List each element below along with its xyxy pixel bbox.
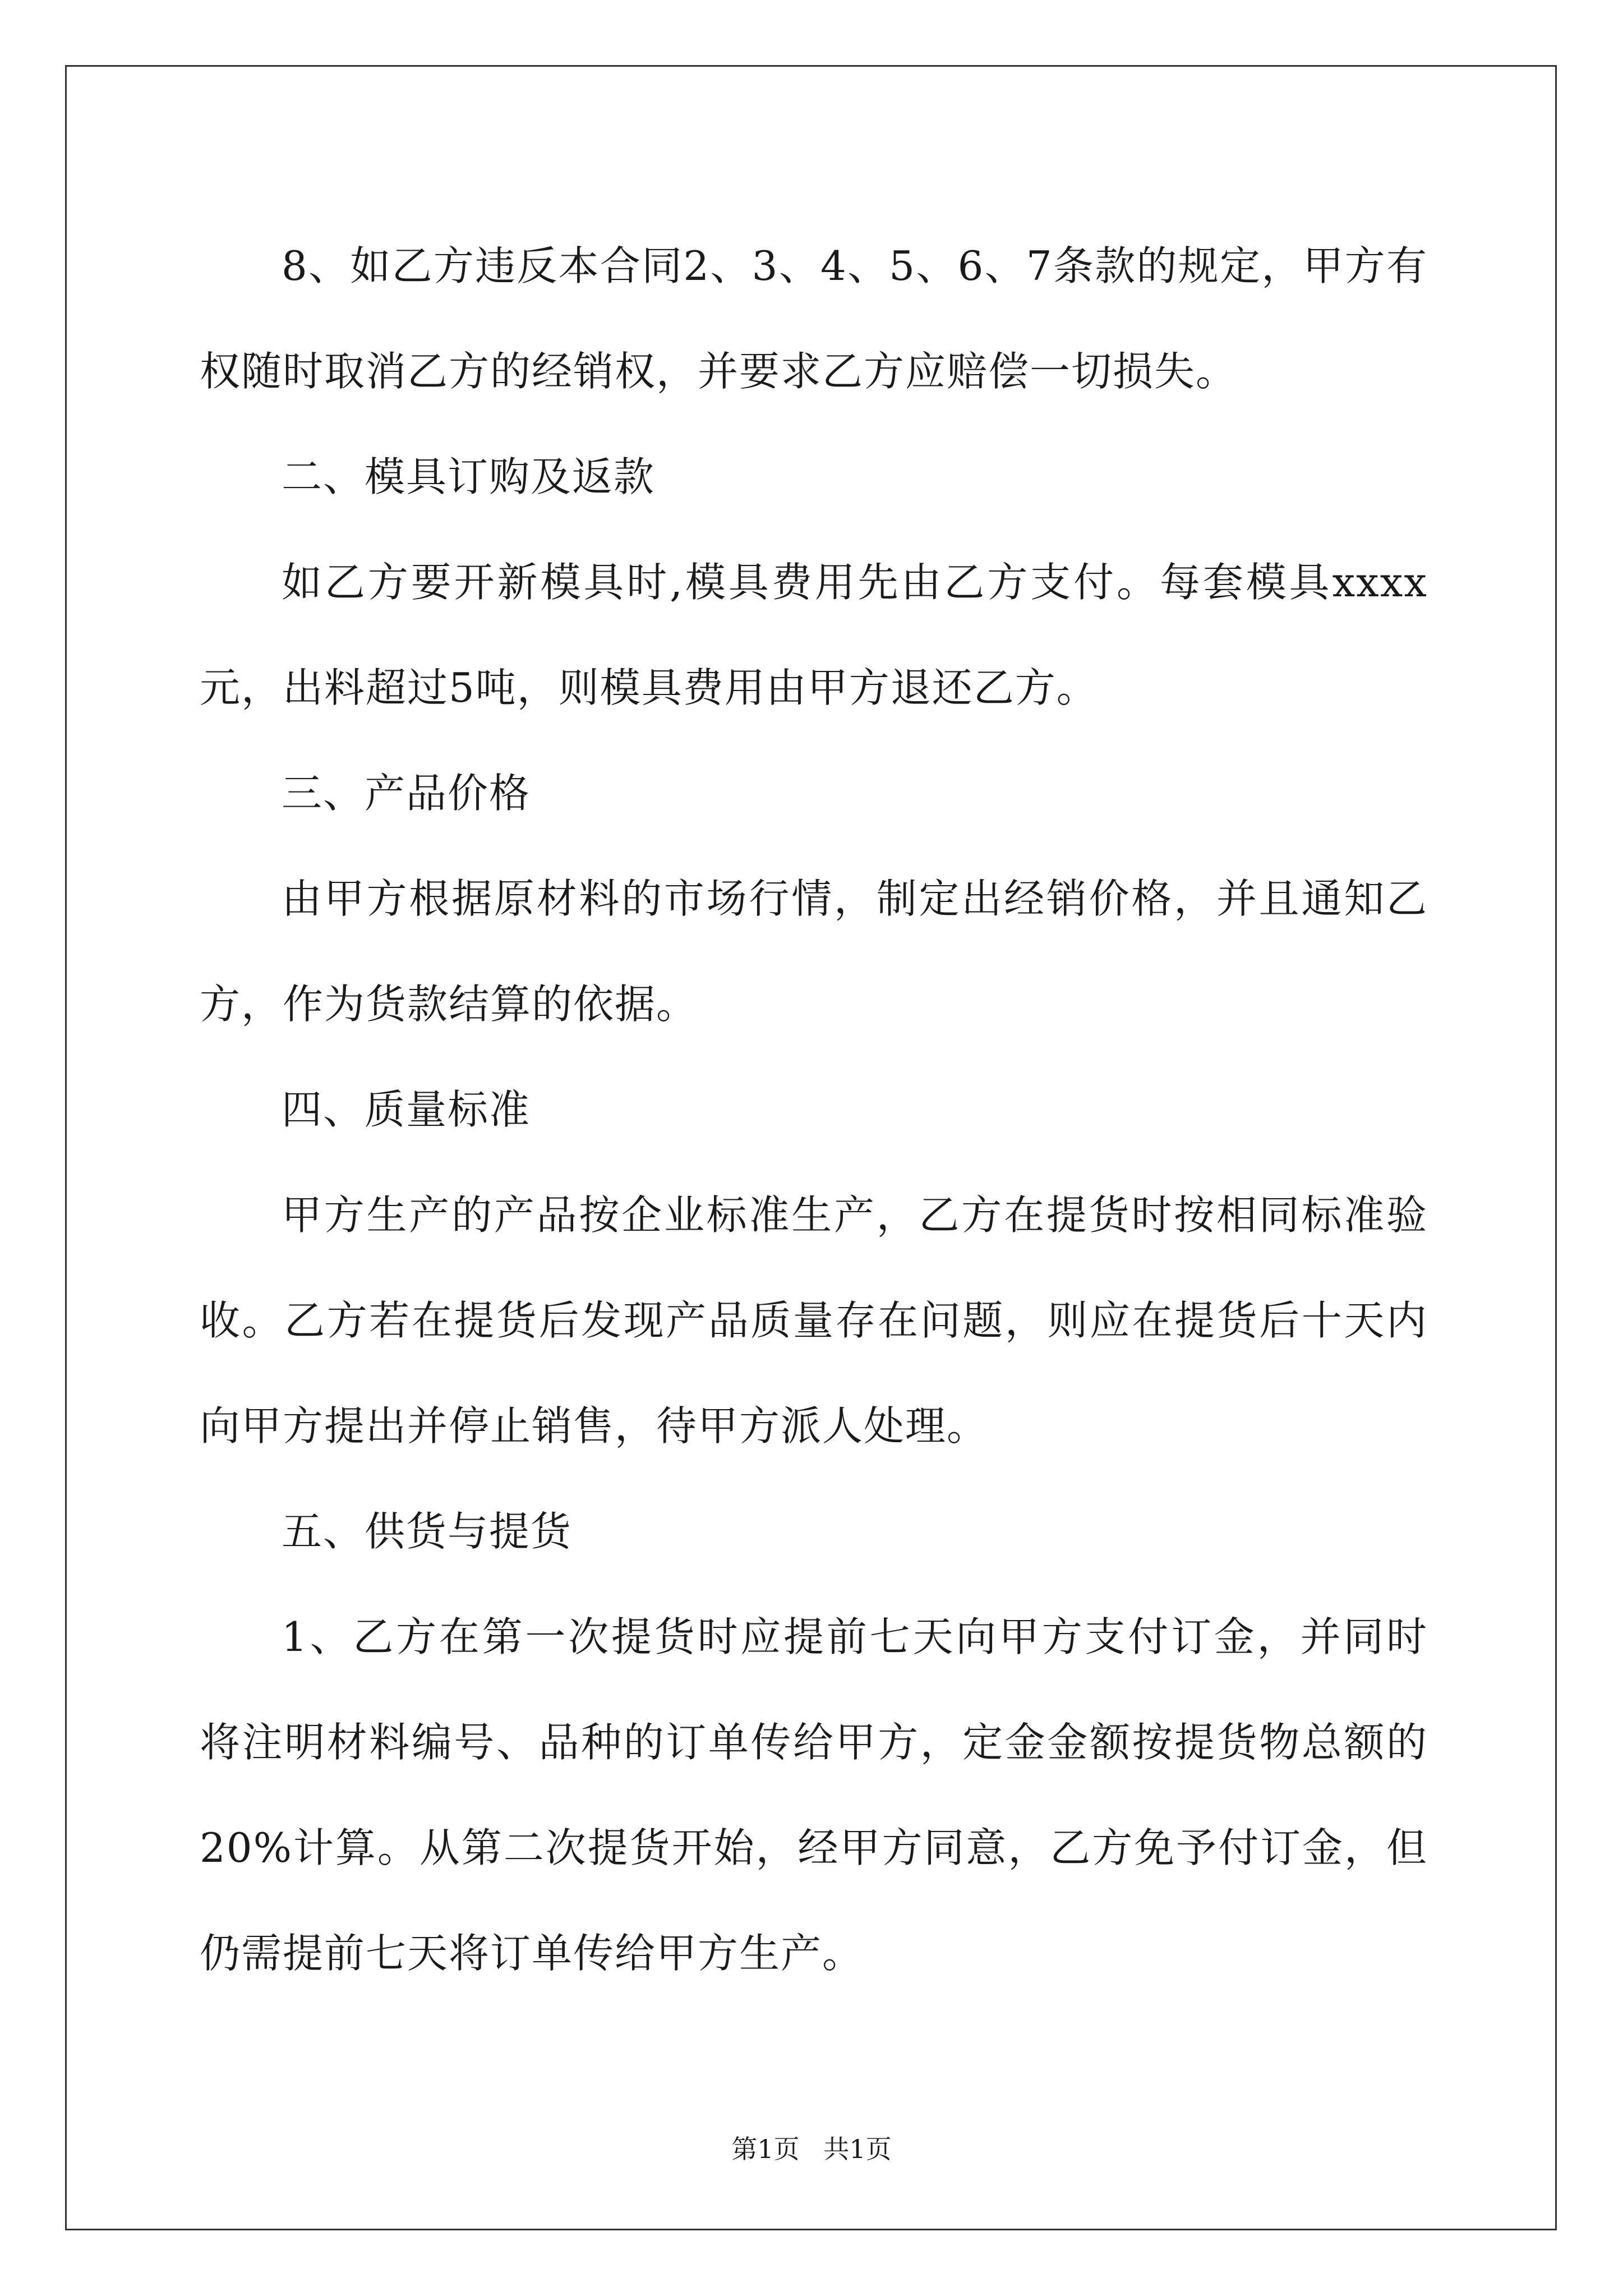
section-heading-quality-standard: 四、质量标准 — [282, 1086, 531, 1133]
supply-delivery-paragraph: 1、乙方在第一次提货时应提前七天向甲方支付订金，并同时将注明材料编号、品种的订单传给甲方，定金金额按提货物总额的20%计算。从第二次提货开始，经甲方同意，乙方免予付订金，但仍需提前七天将订单传给甲方生产。 — [200, 1613, 1428, 1977]
section-heading-product-price: 三、产品价格 — [282, 770, 531, 817]
page-footer — [0, 2129, 1623, 2166]
mold-ordering-paragraph: 如乙方要开新模具时,模具费用先由乙方支付。每套模具xxxx元，出料超过5吨，则模具费用由甲方退还乙方。 — [200, 559, 1428, 711]
section-heading-mold-ordering: 二、模具订购及返款 — [282, 453, 656, 500]
section-heading-supply-delivery: 五、供货与提货 — [282, 1508, 573, 1555]
product-price-paragraph: 由甲方根据原材料的市场行情，制定出经销价格，并且通知乙方，作为货款结算的依据。 — [200, 875, 1428, 1028]
page-number: 第1页 — [731, 2134, 800, 2164]
page-total: 共1页 — [823, 2134, 892, 2164]
document-body — [200, 213, 1428, 2006]
clause-8-paragraph: 8、如乙方违反本合同2、3、4、5、6、7条款的规定，甲方有权随时取消乙方的经销权，并要求乙方应赔偿一切损失。 — [200, 242, 1428, 395]
quality-standard-paragraph: 甲方生产的产品按企业标准生产，乙方在提货时按相同标准验收。乙方若在提货后发现产品质量存在问题，则应在提货后十天内向甲方提出并停止销售，待甲方派人处理。 — [200, 1191, 1428, 1450]
